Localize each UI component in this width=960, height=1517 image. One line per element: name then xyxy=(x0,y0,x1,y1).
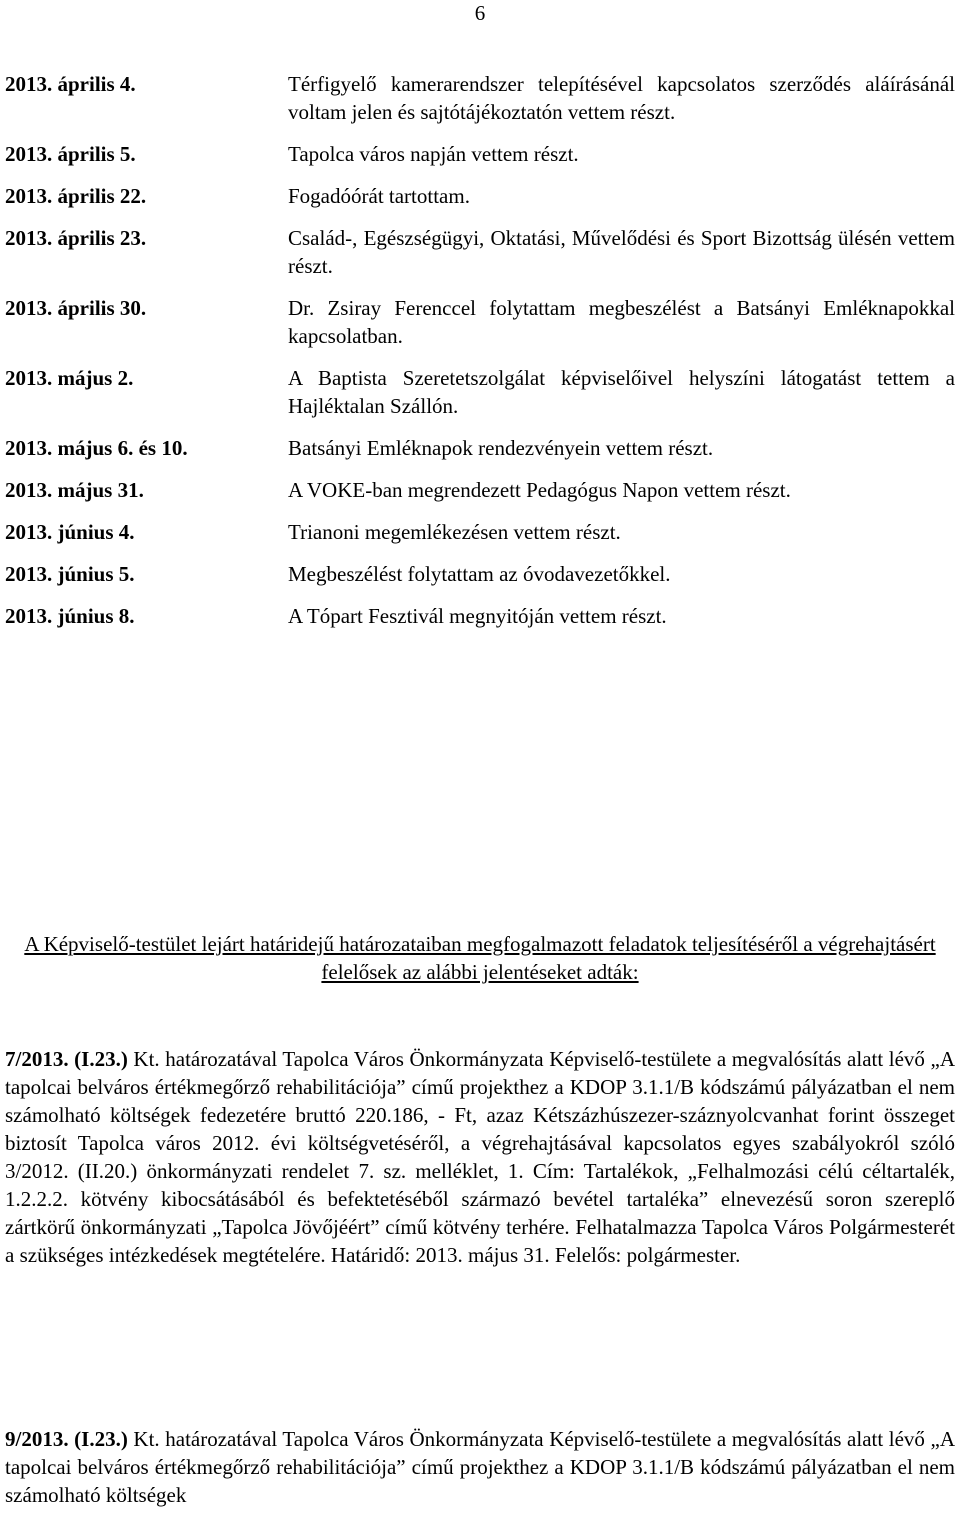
event-date: 2013. április 22. xyxy=(5,184,147,208)
resolution-number: 9/2013. (I.23.) xyxy=(5,1427,128,1451)
event-list xyxy=(5,70,955,644)
event-description: A Tópart Fesztivál megnyitóján vettem részt. xyxy=(288,604,667,628)
event-row xyxy=(5,602,955,630)
event-row xyxy=(5,476,955,504)
section-heading: A Képviselő-testület lejárt határidejű határozataiban megfogalmazott feladatok teljesítéséről a végrehajtásért felelősek az alábbi jelentéseket adták: xyxy=(24,932,936,984)
event-description: Trianoni megemlékezésen vettem részt. xyxy=(288,520,621,544)
event-date: 2013. június 4. xyxy=(5,520,135,544)
page-number: 6 xyxy=(474,1,486,25)
event-date: 2013. április 23. xyxy=(5,226,147,250)
event-description: Dr. Zsiray Ferenccel folytattam megbeszélést a Batsányi Emléknapokkal kapcsolatban. xyxy=(288,296,955,348)
event-row xyxy=(5,182,955,210)
event-description: Tapolca város napján vettem részt. xyxy=(288,142,579,166)
event-description: A VOKE-ban megrendezett Pedagógus Napon vettem részt. xyxy=(288,478,791,502)
event-description: A Baptista Szeretetszolgálat képviselőivel helyszíni látogatást tettem a Hajléktalan Szállón. xyxy=(288,366,955,418)
resolution-paragraph xyxy=(5,1425,955,1509)
resolution-text: Kt. határozatával Tapolca Város Önkormányzata Képviselő-testülete a megvalósítás alatt lévő „A tapolcai belváros értékmegőrző rehabilitációja” című projekthez a KDOP 3.1.1/B kódszámú pályázatban el nem számolható költségek xyxy=(5,1427,956,1507)
event-date: 2013. június 8. xyxy=(5,604,135,628)
event-date: 2013. április 4. xyxy=(5,72,136,96)
event-row xyxy=(5,140,955,168)
resolution-number: 7/2013. (I.23.) xyxy=(5,1047,128,1071)
event-row xyxy=(5,518,955,546)
event-row xyxy=(5,294,955,350)
event-row xyxy=(5,70,955,126)
event-date: 2013. április 30. xyxy=(5,296,147,320)
event-description: Család-, Egészségügyi, Oktatási, Művelődési és Sport Bizottság ülésén vettem részt. xyxy=(288,226,955,278)
event-date: 2013. április 5. xyxy=(5,142,136,166)
event-row xyxy=(5,364,955,420)
event-description: Megbeszélést folytattam az óvodavezetőkkel. xyxy=(288,562,671,586)
event-date: 2013. június 5. xyxy=(5,562,135,586)
event-row xyxy=(5,224,955,280)
event-date: 2013. május 6. és 10. xyxy=(5,436,188,460)
event-date: 2013. május 2. xyxy=(5,366,134,390)
resolution-text: Kt. határozatával Tapolca Város Önkormányzata Képviselő-testülete a megvalósítás alatt lévő „A tapolcai belváros értékmegőrző rehabilitációja” című projekthez a KDOP 3.1.1/B kódszámú pályázatban el nem számolható költségek fedezetére bruttó 220.186, - Ft, azaz Kétszázhúszezer-száznyolcvanhat forint összeget biztosít Tapolca város 2012. évi költségvetéséről, a végrehajtásával kapcsolatos egyes szabályokról szóló 3/2012. (II.20.) önkormányzati rendelet 7. sz. melléklet, 1. Cím: Tartalékok, „Felhalmozási célú céltartalék, 1.2.2.2. kötvény kibocsátásából és befektetéséből származó bevétel tartaléka” elnevezésű soron szereplő zártkörű önkormányzati „Tapolca Jövőjéért” című kötvény terhére. Felhatalmazza Tapolca Város Polgármesterét a szükséges intézkedések megtételére. Határidő: 2013. május 31. Felelős: polgármester. xyxy=(5,1047,956,1267)
event-row xyxy=(5,560,955,588)
event-description: Fogadóórát tartottam. xyxy=(288,184,470,208)
event-date: 2013. május 31. xyxy=(5,478,144,502)
event-row xyxy=(5,434,955,462)
resolution-paragraph xyxy=(5,1045,955,1269)
event-description: Térfigyelő kamerarendszer telepítésével kapcsolatos szerződés aláírásánál voltam jelen és sajtótájékoztatón vettem részt. xyxy=(288,72,955,124)
event-description: Batsányi Emléknapok rendezvényein vettem részt. xyxy=(288,436,714,460)
